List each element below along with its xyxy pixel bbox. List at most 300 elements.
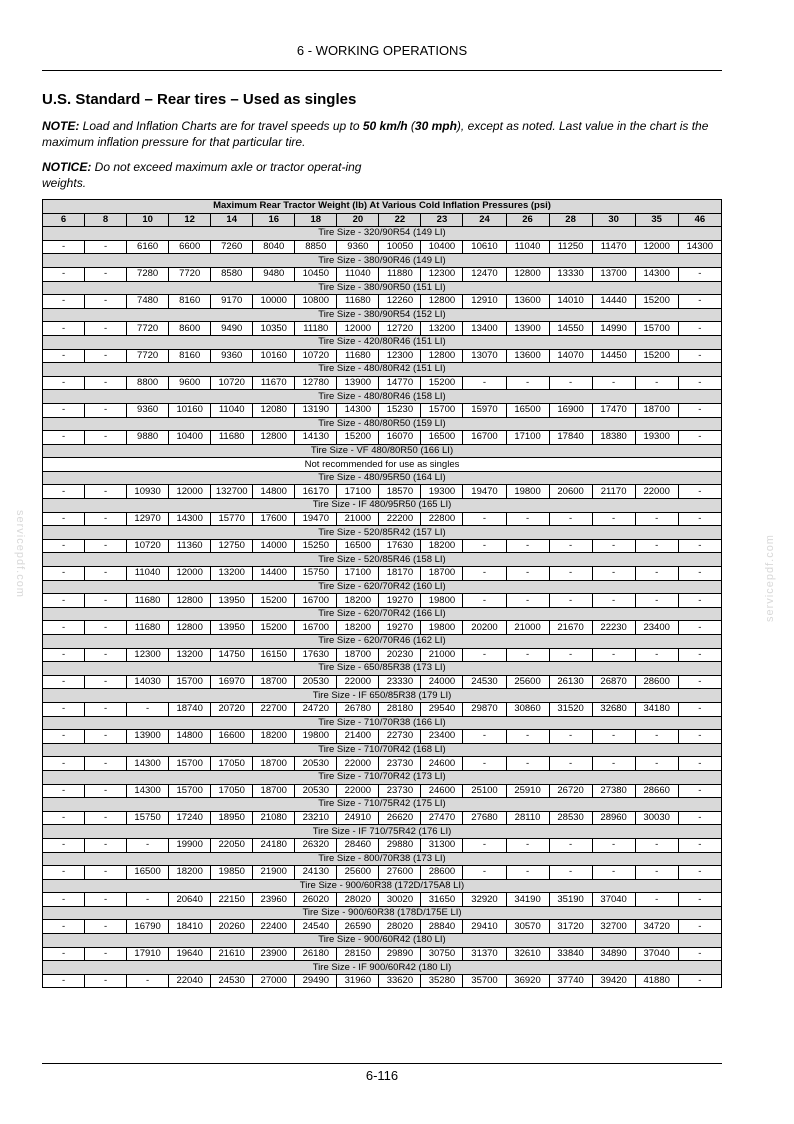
weight-cell: 11180 xyxy=(295,322,337,336)
weight-cell: 7720 xyxy=(127,349,169,363)
weight-cell: - xyxy=(85,403,127,417)
tire-size-row xyxy=(43,879,722,893)
weight-cell: 14990 xyxy=(592,322,635,336)
tire-size-label: Tire Size - 480/80R50 (159 LI) xyxy=(43,417,722,431)
note-paragraph xyxy=(42,118,732,150)
weight-cell: 16970 xyxy=(211,675,253,689)
weight-cell: 9490 xyxy=(211,322,253,336)
weight-cell: 10720 xyxy=(211,376,253,390)
tire-size-row xyxy=(43,444,722,458)
table-row xyxy=(43,974,722,988)
weight-cell: 21610 xyxy=(211,947,253,961)
weight-cell: 12000 xyxy=(635,240,678,254)
weight-cell: 13200 xyxy=(421,322,463,336)
weight-cell: - xyxy=(592,594,635,608)
weight-cell: - xyxy=(678,974,721,988)
weight-cell: - xyxy=(635,648,678,662)
weight-cell: 34890 xyxy=(592,947,635,961)
weight-cell: 13400 xyxy=(463,322,506,336)
weight-cell: - xyxy=(85,920,127,934)
weight-cell: - xyxy=(463,567,506,581)
table-row xyxy=(43,349,722,363)
weight-cell: - xyxy=(678,539,721,553)
weight-cell: 20600 xyxy=(549,485,592,499)
weight-cell: 19270 xyxy=(379,621,421,635)
table-row xyxy=(43,431,722,445)
weight-cell: - xyxy=(549,730,592,744)
weight-cell: 12260 xyxy=(379,295,421,309)
weight-cell: 21000 xyxy=(506,621,549,635)
tire-size-label: Tire Size - 320/90R54 (149 LI) xyxy=(43,227,722,241)
weight-cell: 11040 xyxy=(337,267,379,281)
weight-cell: - xyxy=(43,757,85,771)
weight-cell: 17470 xyxy=(592,403,635,417)
weight-cell: - xyxy=(43,920,85,934)
weight-cell: 16500 xyxy=(506,403,549,417)
weight-cell: 19800 xyxy=(421,621,463,635)
weight-cell: - xyxy=(85,431,127,445)
table-row xyxy=(43,539,722,553)
weight-cell: 29410 xyxy=(463,920,506,934)
weight-cell: 21080 xyxy=(253,811,295,825)
tire-size-row xyxy=(43,553,722,567)
weight-cell: - xyxy=(678,485,721,499)
weight-cell: 13950 xyxy=(211,621,253,635)
weight-cell: 23730 xyxy=(379,784,421,798)
weight-cell: 12800 xyxy=(169,621,211,635)
weight-cell: 18170 xyxy=(379,567,421,581)
weight-cell: 14300 xyxy=(127,757,169,771)
weight-cell: 14010 xyxy=(549,295,592,309)
weight-cell: 10000 xyxy=(253,295,295,309)
weight-cell: 28660 xyxy=(635,784,678,798)
weight-cell: - xyxy=(463,539,506,553)
weight-cell: - xyxy=(678,920,721,934)
weight-cell: 22040 xyxy=(169,974,211,988)
weight-cell: 23400 xyxy=(635,621,678,635)
weight-cell: 16700 xyxy=(463,431,506,445)
weight-cell: 22230 xyxy=(592,621,635,635)
weight-cell: 37040 xyxy=(635,947,678,961)
notice-paragraph xyxy=(42,159,382,191)
weight-cell: 19800 xyxy=(421,594,463,608)
weight-cell: 14300 xyxy=(678,240,721,254)
weight-cell: 13600 xyxy=(506,295,549,309)
weight-cell: 27470 xyxy=(421,811,463,825)
weight-cell: - xyxy=(127,893,169,907)
weight-cell: 12300 xyxy=(127,648,169,662)
weight-cell: 10720 xyxy=(295,349,337,363)
weight-cell: 9360 xyxy=(337,240,379,254)
weight-cell: 15700 xyxy=(421,403,463,417)
weight-cell: - xyxy=(43,838,85,852)
weight-cell: 24540 xyxy=(295,920,337,934)
weight-cell: 11250 xyxy=(549,240,592,254)
weight-cell: - xyxy=(85,866,127,880)
note-text-1: Load and Inflation Charts are for travel speeds up to xyxy=(79,119,363,133)
weight-cell: 14750 xyxy=(211,648,253,662)
weight-cell: 17100 xyxy=(506,431,549,445)
tire-size-label: Tire Size - 620/70R46 (162 LI) xyxy=(43,635,722,649)
tire-size-label: Tire Size - 620/70R42 (160 LI) xyxy=(43,580,722,594)
weight-cell: 20530 xyxy=(295,757,337,771)
weight-cell: 13950 xyxy=(211,594,253,608)
weight-cell: 10450 xyxy=(295,267,337,281)
weight-cell: 27680 xyxy=(463,811,506,825)
tire-size-row xyxy=(43,281,722,295)
weight-cell: 22000 xyxy=(337,784,379,798)
weight-cell: 22000 xyxy=(337,675,379,689)
tire-size-label: Tire Size - 480/95R50 (164 LI) xyxy=(43,471,722,485)
weight-cell: 25600 xyxy=(337,866,379,880)
table-row xyxy=(43,675,722,689)
pressure-header-cell: 46 xyxy=(678,213,721,227)
weight-cell: 12780 xyxy=(295,376,337,390)
weight-cell: 14130 xyxy=(295,431,337,445)
weight-cell: 31720 xyxy=(549,920,592,934)
tire-size-row xyxy=(43,254,722,268)
pressure-header-cell: 10 xyxy=(127,213,169,227)
weight-cell: 12720 xyxy=(379,322,421,336)
weight-cell: - xyxy=(506,866,549,880)
weight-cell: - xyxy=(85,757,127,771)
weight-cell: 16170 xyxy=(295,485,337,499)
weight-cell: 10160 xyxy=(169,403,211,417)
weight-cell: 8600 xyxy=(169,322,211,336)
weight-cell: 132700 xyxy=(211,485,253,499)
weight-cell: - xyxy=(506,594,549,608)
weight-cell: 8160 xyxy=(169,295,211,309)
weight-cell: - xyxy=(85,675,127,689)
note-text-2: ( xyxy=(407,119,415,133)
tire-size-row xyxy=(43,607,722,621)
weight-cell: - xyxy=(43,784,85,798)
weight-cell: - xyxy=(592,757,635,771)
weight-cell: - xyxy=(43,376,85,390)
weight-cell: - xyxy=(678,567,721,581)
weight-cell: - xyxy=(549,838,592,852)
pressure-header-cell: 8 xyxy=(85,213,127,227)
weight-cell: 24180 xyxy=(253,838,295,852)
weight-cell: 20260 xyxy=(211,920,253,934)
weight-cell: 12080 xyxy=(253,403,295,417)
weight-cell: 9170 xyxy=(211,295,253,309)
weight-cell: 11470 xyxy=(592,240,635,254)
weight-cell: 15250 xyxy=(295,539,337,553)
weight-cell: - xyxy=(549,594,592,608)
weight-cell: 13200 xyxy=(169,648,211,662)
weight-cell: - xyxy=(592,567,635,581)
weight-cell: 19470 xyxy=(463,485,506,499)
weight-cell: 16500 xyxy=(421,431,463,445)
weight-cell: 16790 xyxy=(127,920,169,934)
weight-cell: 26780 xyxy=(337,702,379,716)
weight-cell: 14300 xyxy=(169,512,211,526)
weight-cell: - xyxy=(463,838,506,852)
pressure-header-cell: 35 xyxy=(635,213,678,227)
weight-cell: 10160 xyxy=(253,349,295,363)
note-speed-mph: 30 mph xyxy=(414,119,457,133)
tire-size-row xyxy=(43,499,722,513)
weight-cell: 15970 xyxy=(463,403,506,417)
weight-cell: - xyxy=(635,757,678,771)
weight-cell: 25910 xyxy=(506,784,549,798)
weight-cell: - xyxy=(43,512,85,526)
note-label: NOTE: xyxy=(42,119,80,133)
weight-cell: 8160 xyxy=(169,349,211,363)
weight-cell: 20530 xyxy=(295,784,337,798)
weight-cell: 6160 xyxy=(127,240,169,254)
pressure-header-cell: 16 xyxy=(253,213,295,227)
table-title: Maximum Rear Tractor Weight (lb) At Various Cold Inflation Pressures (psi) xyxy=(43,200,722,214)
weight-cell: - xyxy=(592,730,635,744)
weight-cell: - xyxy=(678,947,721,961)
watermark-left: servicepdf.com xyxy=(14,510,26,598)
table-row xyxy=(43,295,722,309)
weight-cell: 10930 xyxy=(127,485,169,499)
weight-cell: - xyxy=(43,811,85,825)
weight-cell: 23210 xyxy=(295,811,337,825)
weight-cell: - xyxy=(85,811,127,825)
notice-label: NOTICE: xyxy=(42,160,92,174)
weight-cell: - xyxy=(43,485,85,499)
weight-cell: 26180 xyxy=(295,947,337,961)
weight-cell: - xyxy=(549,512,592,526)
weight-cell: 16600 xyxy=(211,730,253,744)
weight-cell: 15750 xyxy=(295,567,337,581)
weight-cell: - xyxy=(678,431,721,445)
tire-size-row xyxy=(43,934,722,948)
weight-cell: - xyxy=(635,893,678,907)
weight-cell: - xyxy=(635,730,678,744)
tire-size-label: Tire Size - 800/70R38 (173 LI) xyxy=(43,852,722,866)
weight-cell: - xyxy=(127,702,169,716)
weight-cell: 13190 xyxy=(295,403,337,417)
weight-cell: 23960 xyxy=(253,893,295,907)
weight-cell: 15200 xyxy=(253,621,295,635)
pressure-header-row xyxy=(43,213,722,227)
footer-rule xyxy=(42,1063,722,1064)
weight-cell: 10050 xyxy=(379,240,421,254)
weight-cell: - xyxy=(85,485,127,499)
weight-cell: 23730 xyxy=(379,757,421,771)
weight-cell: 32610 xyxy=(506,947,549,961)
weight-cell: 22150 xyxy=(211,893,253,907)
weight-cell: 18200 xyxy=(253,730,295,744)
weight-cell: 30020 xyxy=(379,893,421,907)
weight-cell: 31370 xyxy=(463,947,506,961)
weight-cell: - xyxy=(678,267,721,281)
weight-cell: - xyxy=(85,512,127,526)
weight-cell: 15200 xyxy=(635,349,678,363)
weight-cell: 13070 xyxy=(463,349,506,363)
weight-cell: 15200 xyxy=(337,431,379,445)
weight-cell: - xyxy=(43,349,85,363)
weight-cell: 18200 xyxy=(337,621,379,635)
table-row xyxy=(43,621,722,635)
weight-cell: - xyxy=(463,866,506,880)
pressure-header-cell: 6 xyxy=(43,213,85,227)
weight-cell: 10400 xyxy=(421,240,463,254)
weight-cell: 8040 xyxy=(253,240,295,254)
weight-cell: 16150 xyxy=(253,648,295,662)
weight-cell: 27380 xyxy=(592,784,635,798)
weight-cell: 26870 xyxy=(592,675,635,689)
weight-cell: 17240 xyxy=(169,811,211,825)
weight-cell: - xyxy=(678,811,721,825)
weight-cell: 18200 xyxy=(421,539,463,553)
weight-cell: 34190 xyxy=(506,893,549,907)
weight-cell: 13900 xyxy=(337,376,379,390)
weight-cell: 35700 xyxy=(463,974,506,988)
weight-cell: - xyxy=(43,567,85,581)
weight-cell: 18700 xyxy=(253,757,295,771)
weight-cell: 27000 xyxy=(253,974,295,988)
weight-cell: 19300 xyxy=(421,485,463,499)
weight-cell: 28180 xyxy=(379,702,421,716)
table-row xyxy=(43,648,722,662)
weight-cell: 9880 xyxy=(127,431,169,445)
table-row xyxy=(43,811,722,825)
weight-cell: 10720 xyxy=(127,539,169,553)
tire-size-label: Tire Size - 900/60R38 (172D/175A8 LI) xyxy=(43,879,722,893)
weight-cell: 29890 xyxy=(379,947,421,961)
tire-size-row xyxy=(43,335,722,349)
weight-cell: 34180 xyxy=(635,702,678,716)
weight-cell: 18380 xyxy=(592,431,635,445)
weight-cell: 25100 xyxy=(463,784,506,798)
weight-cell: - xyxy=(549,648,592,662)
tire-size-label: Tire Size - 380/90R50 (151 LI) xyxy=(43,281,722,295)
pressure-header-cell: 14 xyxy=(211,213,253,227)
weight-cell: 12000 xyxy=(169,485,211,499)
weight-cell: 17600 xyxy=(253,512,295,526)
weight-cell: - xyxy=(635,838,678,852)
pressure-header-cell: 30 xyxy=(592,213,635,227)
weight-cell: 9480 xyxy=(253,267,295,281)
weight-cell: 37740 xyxy=(549,974,592,988)
tire-size-row xyxy=(43,417,722,431)
watermark-right: servicepdf.com xyxy=(764,534,776,622)
tire-size-row xyxy=(43,363,722,377)
weight-cell: 14800 xyxy=(169,730,211,744)
weight-cell: 11040 xyxy=(127,567,169,581)
tire-size-label: Tire Size - 710/70R42 (168 LI) xyxy=(43,743,722,757)
weight-cell: 33840 xyxy=(549,947,592,961)
weight-cell: 29540 xyxy=(421,702,463,716)
weight-cell: 22800 xyxy=(421,512,463,526)
weight-cell: - xyxy=(635,512,678,526)
weight-cell: - xyxy=(549,539,592,553)
weight-cell: 15750 xyxy=(127,811,169,825)
table-row xyxy=(43,267,722,281)
tire-size-row xyxy=(43,308,722,322)
weight-cell: - xyxy=(85,539,127,553)
tire-size-label: Tire Size - 900/60R42 (180 LI) xyxy=(43,934,722,948)
section-title: U.S. Standard – Rear tires – Used as singles xyxy=(42,91,357,108)
weight-cell: - xyxy=(678,702,721,716)
weight-cell: 32700 xyxy=(592,920,635,934)
weight-cell: 32920 xyxy=(463,893,506,907)
weight-cell: - xyxy=(43,947,85,961)
weight-cell: - xyxy=(678,403,721,417)
weight-cell: 12470 xyxy=(463,267,506,281)
weight-cell: - xyxy=(43,621,85,635)
weight-cell: - xyxy=(43,403,85,417)
weight-cell: 18700 xyxy=(253,675,295,689)
pressure-header-cell: 18 xyxy=(295,213,337,227)
weight-cell: 35190 xyxy=(549,893,592,907)
weight-cell: 32680 xyxy=(592,702,635,716)
tire-size-row xyxy=(43,390,722,404)
weight-cell: 19800 xyxy=(506,485,549,499)
weight-cell: - xyxy=(506,757,549,771)
tire-size-row xyxy=(43,906,722,920)
weight-cell: 28110 xyxy=(506,811,549,825)
tire-size-label: Tire Size - 710/70R38 (166 LI) xyxy=(43,716,722,730)
weight-cell: - xyxy=(635,594,678,608)
tire-size-row xyxy=(43,662,722,676)
table-row xyxy=(43,512,722,526)
weight-cell: 36920 xyxy=(506,974,549,988)
weight-cell: 19900 xyxy=(169,838,211,852)
weight-cell: - xyxy=(678,866,721,880)
tire-size-label: Tire Size - IF 900/60R42 (180 LI) xyxy=(43,961,722,975)
tire-size-row xyxy=(43,635,722,649)
weight-cell: 12800 xyxy=(169,594,211,608)
weight-cell: - xyxy=(43,322,85,336)
weight-cell: 18700 xyxy=(421,567,463,581)
weight-cell: 19850 xyxy=(211,866,253,880)
weight-cell: 13900 xyxy=(506,322,549,336)
tire-size-label: Tire Size - 710/70R42 (173 LI) xyxy=(43,770,722,784)
table-row xyxy=(43,757,722,771)
weight-cell: 14030 xyxy=(127,675,169,689)
table-row xyxy=(43,730,722,744)
weight-cell: 17100 xyxy=(337,567,379,581)
tire-size-label: Tire Size - 380/90R46 (149 LI) xyxy=(43,254,722,268)
weight-cell: - xyxy=(549,757,592,771)
weight-cell: - xyxy=(85,648,127,662)
tire-size-row xyxy=(43,743,722,757)
weight-cell: - xyxy=(43,866,85,880)
weight-cell: 12970 xyxy=(127,512,169,526)
tire-size-label: Tire Size - 420/80R46 (151 LI) xyxy=(43,335,722,349)
weight-cell: 26020 xyxy=(295,893,337,907)
weight-cell: 19270 xyxy=(379,594,421,608)
weight-cell: - xyxy=(85,621,127,635)
weight-cell: 15200 xyxy=(253,594,295,608)
weight-cell: - xyxy=(43,893,85,907)
weight-cell: - xyxy=(635,866,678,880)
table-row xyxy=(43,567,722,581)
weight-cell: 11680 xyxy=(337,295,379,309)
weight-cell: 16500 xyxy=(127,866,169,880)
tire-size-row xyxy=(43,471,722,485)
weight-cell: 19800 xyxy=(295,730,337,744)
weight-cell: 16900 xyxy=(549,403,592,417)
weight-cell: 28460 xyxy=(337,838,379,852)
weight-cell: 31520 xyxy=(549,702,592,716)
weight-cell: 14800 xyxy=(253,485,295,499)
weight-cell: 24000 xyxy=(421,675,463,689)
weight-cell: 7480 xyxy=(127,295,169,309)
weight-cell: - xyxy=(506,838,549,852)
table-row xyxy=(43,947,722,961)
table-row xyxy=(43,485,722,499)
table-row xyxy=(43,866,722,880)
weight-cell: 26590 xyxy=(337,920,379,934)
